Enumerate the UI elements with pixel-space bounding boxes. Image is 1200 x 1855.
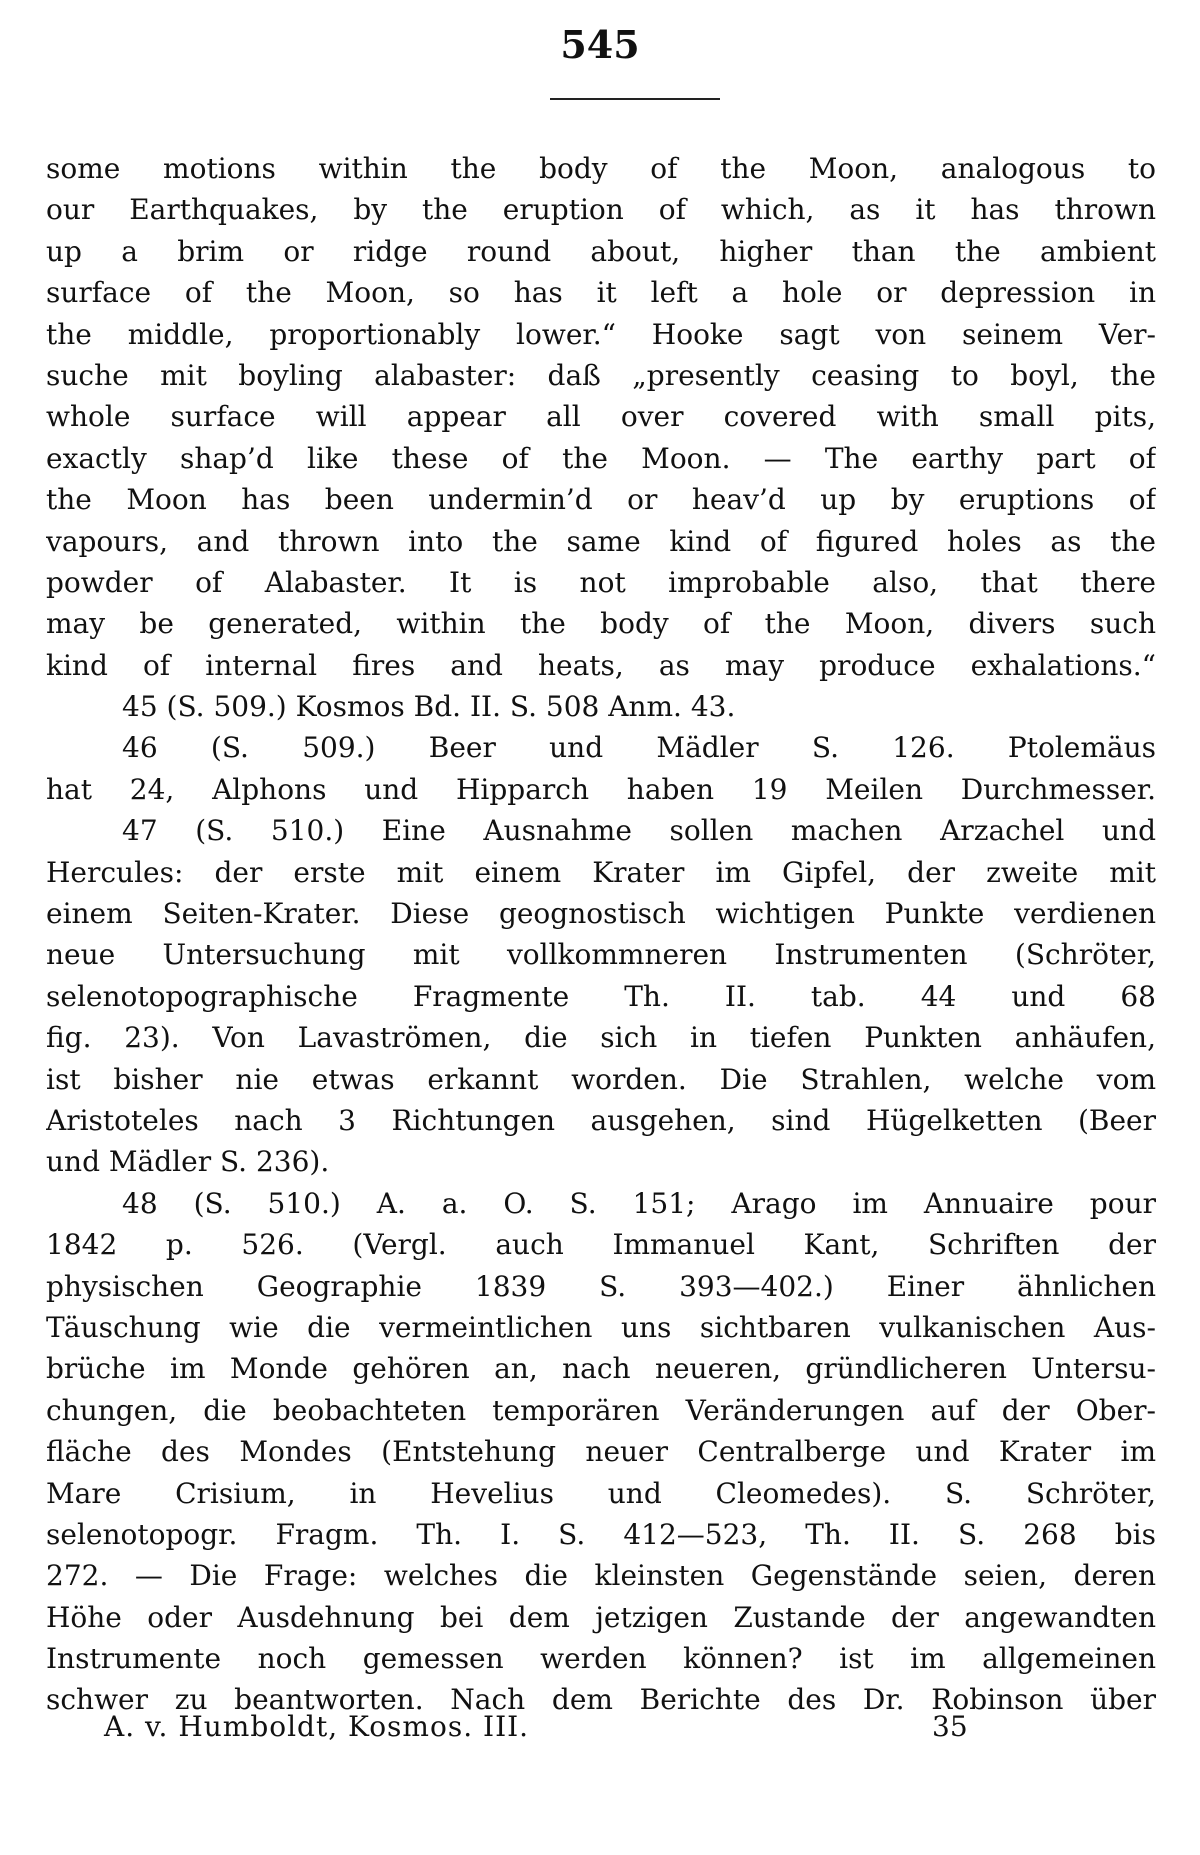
text-line: Höhe oder Ausdehnung bei dem jetzigen Zustande der angewandten xyxy=(46,1600,1156,1634)
text-line: kind of internal fires and heats, as may produce exhalations.“ xyxy=(46,648,1156,682)
text-line: fig. 23). Von Lavaströmen, die sich in tiefen Punkten anhäufen, xyxy=(46,1021,1156,1055)
text-line: selenotopographische Fragmente Th. II. tab. 44 und 68 xyxy=(46,979,1156,1013)
page-number: 545 xyxy=(560,22,640,67)
text-line: powder of Alabaster. It is not improbable also, that there xyxy=(46,565,1156,599)
text-line: vapours, and thrown into the same kind of figured holes as the xyxy=(46,524,1156,558)
text-line: Mare Crisium, in Hevelius und Cleomedes). S. Schröter, xyxy=(46,1476,1156,1510)
text-line: some motions within the body of the Moon, analogous to xyxy=(46,152,1156,185)
text-line: hat 24, Alphons und Hipparch haben 19 Meilen Durchmesser. xyxy=(46,772,1156,806)
text-line: physischen Geographie 1839 S. 393—402.) Einer ähnlichen xyxy=(46,1269,1156,1303)
text-line: suche mit boyling alabaster: daß „presently ceasing to boyl, the xyxy=(46,358,1156,392)
text-line: surface of the Moon, so has it left a hole or depression in xyxy=(46,276,1156,310)
text-line: fläche des Mondes (Entstehung neuer Centralberge und Krater im xyxy=(46,1435,1156,1469)
text-line: Aristoteles nach 3 Richtungen ausgehen, sind Hügelketten (Beer xyxy=(46,1103,1156,1137)
text-line: einem Seiten-Krater. Diese geognostisch wichtigen Punkte verdienen xyxy=(46,897,1156,931)
header-rule xyxy=(550,98,720,100)
text-line: 45 (S. 509.) Kosmos Bd. II. S. 508 Anm. 43. xyxy=(122,690,736,724)
body-text xyxy=(46,148,1156,1721)
text-line: the Moon has been undermin’d or heav’d up by eruptions of xyxy=(46,483,1156,517)
text-line: whole surface will appear all over covered with small pits, xyxy=(46,400,1156,434)
text-line: our Earthquakes, by the eruption of which, as it has thrown xyxy=(46,193,1156,227)
text-line: selenotopogr. Fragm. Th. I. S. 412—523, Th. II. S. 268 bis xyxy=(46,1517,1156,1551)
text-line: 272. — Die Frage: welches die kleinsten Gegenstände seien, deren xyxy=(46,1559,1156,1593)
text-line: 48 (S. 510.) A. a. O. S. 151; Arago im Annuaire pour xyxy=(122,1186,1156,1220)
footer-signature: A. v. Humboldt, Kosmos. III. xyxy=(104,1710,530,1743)
text-line: neue Untersuchung mit vollkommneren Instrumenten (Schröter, xyxy=(46,938,1156,972)
page-footer xyxy=(104,1710,1104,1750)
text-line: exactly shap’d like these of the Moon. — The earthy part of xyxy=(46,441,1156,475)
text-line: up a brim or ridge round about, higher than the ambient xyxy=(46,234,1156,268)
text-line: ist bisher nie etwas erkannt worden. Die Strahlen, welche vom xyxy=(46,1062,1156,1096)
text-line: Täuschung wie die vermeintlichen uns sichtbaren vulkanischen Aus- xyxy=(46,1310,1156,1344)
text-line: brüche im Monde gehören an, nach neueren, gründlicheren Untersu- xyxy=(46,1352,1156,1386)
text-line: 47 (S. 510.) Eine Ausnahme sollen machen Arzachel und xyxy=(122,814,1156,848)
text-line: Hercules: der erste mit einem Krater im Gipfel, der zweite mit xyxy=(46,855,1156,889)
text-line: 1842 p. 526. (Vergl. auch Immanuel Kant, Schriften der xyxy=(46,1228,1156,1262)
text-line: Instrumente noch gemessen werden können? ist im allgemeinen xyxy=(46,1642,1156,1676)
text-line: 46 (S. 509.) Beer und Mädler S. 126. Ptolemäus xyxy=(122,731,1156,765)
sheet-number: 35 xyxy=(932,1710,968,1743)
text-line: schwer zu beantworten. Nach dem Berichte des Dr. Robinson über xyxy=(46,1683,1156,1717)
text-line: the middle, proportionably lower.“ Hooke sagt von seinem Ver- xyxy=(46,317,1156,351)
text-line: und Mädler S. 236). xyxy=(46,1145,330,1179)
text-line: chungen, die beobachteten temporären Veränderungen auf der Ober- xyxy=(46,1393,1156,1427)
text-line: may be generated, within the body of the Moon, divers such xyxy=(46,607,1156,641)
